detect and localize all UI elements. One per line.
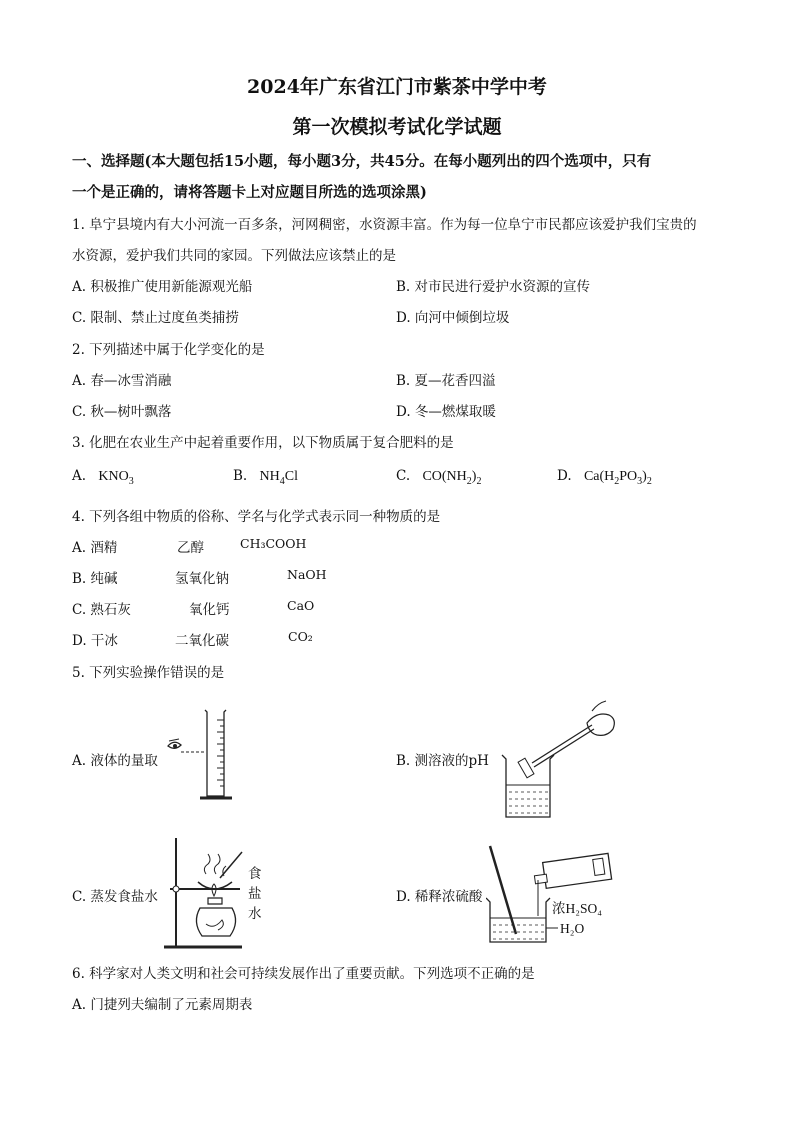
- q5-stem: 5. 下列实验操作错误的是: [72, 665, 225, 681]
- section-header-line1: 一、选择题(本大题包括15小题，每小题3分，共45分。在每小题列出的四个选项中，只有: [72, 153, 652, 170]
- graduated-cylinder-figure: [160, 700, 240, 810]
- q5-c-side-label-1: 食: [248, 866, 262, 882]
- q6-option-a: A. 门捷列夫编制了元素周期表: [72, 997, 253, 1013]
- q1-option-a: A. 积极推广使用新能源观光船: [72, 279, 253, 295]
- q3-stem: 3. 化肥在农业生产中起着重要作用，以下物质属于复合肥料的是: [72, 435, 454, 451]
- q4-row-d-name: 二氧化碳: [175, 633, 229, 649]
- q4-row-b-name: 氢氧化钠: [175, 571, 229, 587]
- q1-option-c: C. 限制、禁止过度鱼类捕捞: [72, 310, 239, 326]
- q1-option-d: D. 向河中倾倒垃圾: [396, 310, 510, 326]
- q4-row-d-formula: CO₂: [288, 629, 313, 644]
- q3-option-a: [72, 468, 134, 487]
- q2-option-a: A. 春—冰雪消融: [72, 373, 172, 389]
- q5-option-b: B. 测溶液的pH: [396, 753, 489, 769]
- page-title: 2024年广东省江门市紫茶中学中考: [247, 76, 547, 98]
- q4-row-d-label: D. 干冰: [72, 633, 118, 649]
- q3-option-b-label: B.: [233, 468, 248, 484]
- q4-row-a-formula: CH₃COOH: [240, 536, 307, 551]
- q5-option-d: D. 稀释浓硫酸: [396, 889, 483, 905]
- q4-row-c-formula: CaO: [287, 598, 315, 613]
- q3-option-d-formula: $Ca(H_2PO_3)_2$: [583, 469, 652, 487]
- q3-option-a-formula: $KNO_3$: [98, 469, 134, 487]
- page-subtitle: 第一次模拟考试化学试题: [292, 116, 502, 138]
- q3-option-c-formula: $CO(NH_2)_2$: [422, 469, 482, 487]
- q5-c-side-label: [248, 864, 262, 924]
- q5-d-acid-label: 浓H₂SO₄: [552, 901, 602, 916]
- q1-option-b: B. 对市民进行爱护水资源的宣传: [396, 279, 591, 295]
- q3-option-c: [396, 468, 481, 487]
- q1-stem-line2: 水资源，爱护我们共同的家园。下列做法应该禁止的是: [72, 248, 396, 264]
- q6-stem: 6. 科学家对人类文明和社会可持续发展作出了重要贡献。下列选项不正确的是: [72, 966, 535, 982]
- q3-option-d-label: D.: [557, 468, 572, 484]
- section-header-line2: 一个是正确的，请将答题卡上对应题目所选的选项涂黑): [72, 184, 427, 201]
- q4-row-c-label: C. 熟石灰: [72, 602, 131, 618]
- q4-row-a-name: 乙醇: [177, 540, 204, 556]
- q2-option-c: C. 秋—树叶飘落: [72, 404, 172, 420]
- q4-row-a-label: A. 酒精: [72, 540, 118, 556]
- q2-option-d: D. 冬—燃煤取暖: [396, 404, 496, 420]
- q5-option-a: A. 液体的量取: [72, 753, 158, 769]
- q3-option-b: [233, 468, 298, 487]
- dilution-figure: [486, 840, 616, 948]
- q4-row-b-formula: NaOH: [287, 567, 327, 582]
- q4-row-c-name: 氧化钙: [189, 602, 230, 618]
- q5-c-side-label-3: 水: [248, 906, 262, 922]
- q4-stem: 4. 下列各组中物质的俗称、学名与化学式表示同一种物质的是: [72, 509, 441, 525]
- evaporation-setup-figure: [160, 834, 250, 952]
- q5-c-side-label-2: 盐: [248, 886, 262, 902]
- ph-test-figure: [492, 693, 622, 823]
- q1-stem-line1: 1. 阜宁县境内有大小河流一百多条，河网稠密，水资源丰富。作为每一位阜宁市民都应该爱护我们宝贵的: [72, 217, 697, 233]
- q3-option-d: [557, 468, 652, 487]
- q3-option-a-label: A.: [72, 468, 87, 484]
- q4-row-b-label: B. 纯碱: [72, 571, 118, 587]
- q2-option-b: B. 夏—花香四溢: [396, 373, 496, 389]
- q3-option-c-label: C.: [396, 468, 411, 484]
- q5-d-water-label: H₂O: [560, 921, 585, 936]
- q2-stem: 2. 下列描述中属于化学变化的是: [72, 342, 265, 358]
- q5-option-c: C. 蒸发食盐水: [72, 889, 158, 905]
- q3-option-b-formula: $NH_4Cl$: [259, 469, 298, 487]
